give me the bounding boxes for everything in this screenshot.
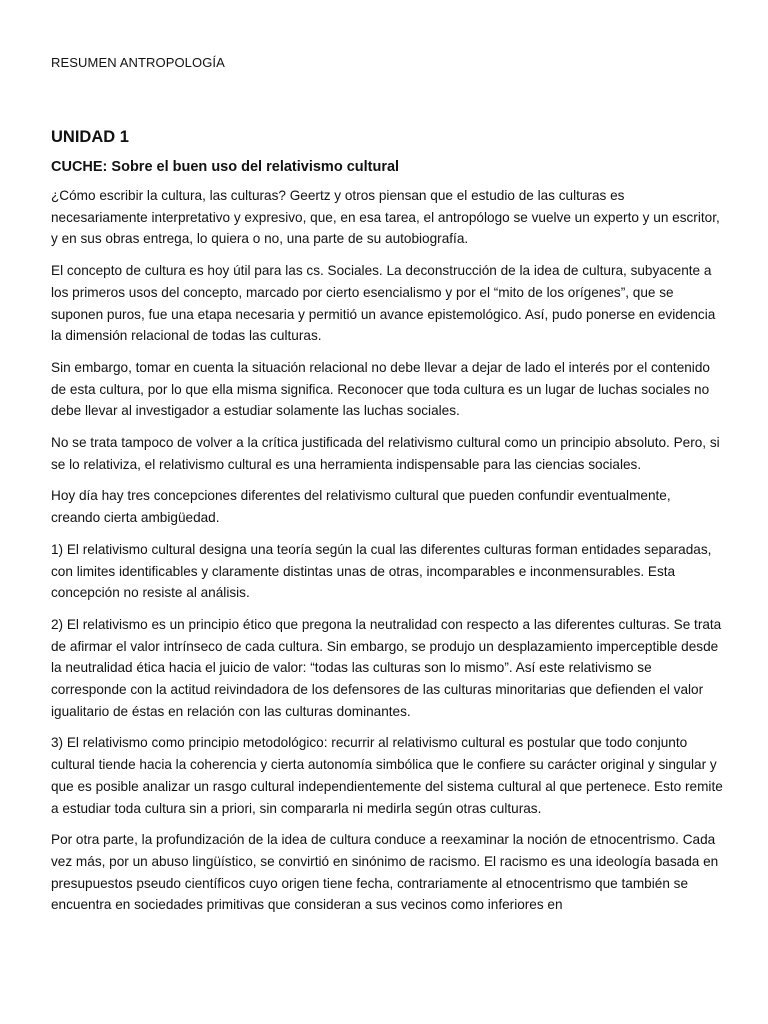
paragraph: No se trata tampoco de volver a la crítica justificada del relativismo cultural como un principio absoluto. Pero, si se lo relativiza, el relativismo cultural es una herramienta indispensable para las ciencias sociales. <box>51 435 720 472</box>
paragraph: Hoy día hay tres concepciones diferentes del relativismo cultural que pueden confundir eventualmente, creando cierta ambigüedad. <box>51 488 671 526</box>
paragraph: ¿Cómo escribir la cultura, las culturas? Geertz y otros piensan que el estudio de las culturas es necesariamente interpretativo y expresivo, que, en esa tarea, el antropólogo se vuelve un experto y un escritor, y en sus obras entrega, lo quiera o no, una parte de su autobiografía. <box>51 188 720 247</box>
paragraph: Por otra parte, la profundización de la idea de cultura conduce a reexaminar la noción de etnocentrismo. Cada vez más, por un abuso lingüístico, se convirtió en sinónimo de racismo. El racismo es una ideología basada en presupuestos pseudo científicos cuyo origen tiene fecha, contrariamente al etnocentrismo que también se encuentra en sociedades primitivas que consideran a sus vecinos como inferiores en <box>51 832 719 913</box>
paragraph: El concepto de cultura es hoy útil para las cs. Sociales. La deconstrucción de la idea de cultura, subyacente a los primeros usos del concepto, marcado por cierto esencialismo y por el “mito de los orígenes”, que se suponen puros, fue una etapa necesaria y permitió un avance epistemológico. Así, pudo ponerse en evidencia la dimensión relacional de todas las culturas. <box>51 263 716 344</box>
paragraph: 2) El relativismo es un principio ético que pregona la neutralidad con respecto a las diferentes culturas. Se trata de afirmar el valor intrínseco de cada cultura. Sin embargo, se produjo un desplazamiento imperceptible desde la neutralidad ética hacia el juicio de valor: “todas las culturas son lo mismo”. Así este relativismo se corresponde con la actitud reivindadora de los defensores de las culturas minoritarias que defienden el valor igualitario de éstas en relación con las culturas dominantes. <box>51 616 722 719</box>
unit-title: UNIDAD 1 <box>51 128 129 146</box>
document-body <box>51 126 723 926</box>
section-title: CUCHE: Sobre el buen uso del relativismo cultural <box>51 159 400 175</box>
paragraph: 3) El relativismo como principio metodológico: recurrir al relativismo cultural es postular que todo conjunto cultural tiende hacia la coherencia y cierta autonomía simbólica que le confiere su carácter original y singular y que es posible analizar un rasgo cultural independientemente del sistema cultural al que pertenece. Esto remite a estudiar toda cultura sin a priori, sin compararla ni medirla según otras culturas. <box>51 735 723 816</box>
paragraph: 1) El relativismo cultural designa una teoría según la cual las diferentes culturas forman entidades separadas, con limites identificables y claramente distintas unas de otras, incomparables e inconmensurables. Esta concepción no resiste al análisis. <box>51 541 712 601</box>
document-header: RESUMEN ANTROPOLOGÍA <box>51 55 225 70</box>
paragraph: Sin embargo, tomar en cuenta la situación relacional no debe llevar a dejar de lado el interés por el contenido de esta cultura, por lo que ella misma significa. Reconocer que toda cultura es un lugar de luchas sociales no debe llevar al investigador a estudiar solamente las luchas sociales. <box>51 359 710 419</box>
